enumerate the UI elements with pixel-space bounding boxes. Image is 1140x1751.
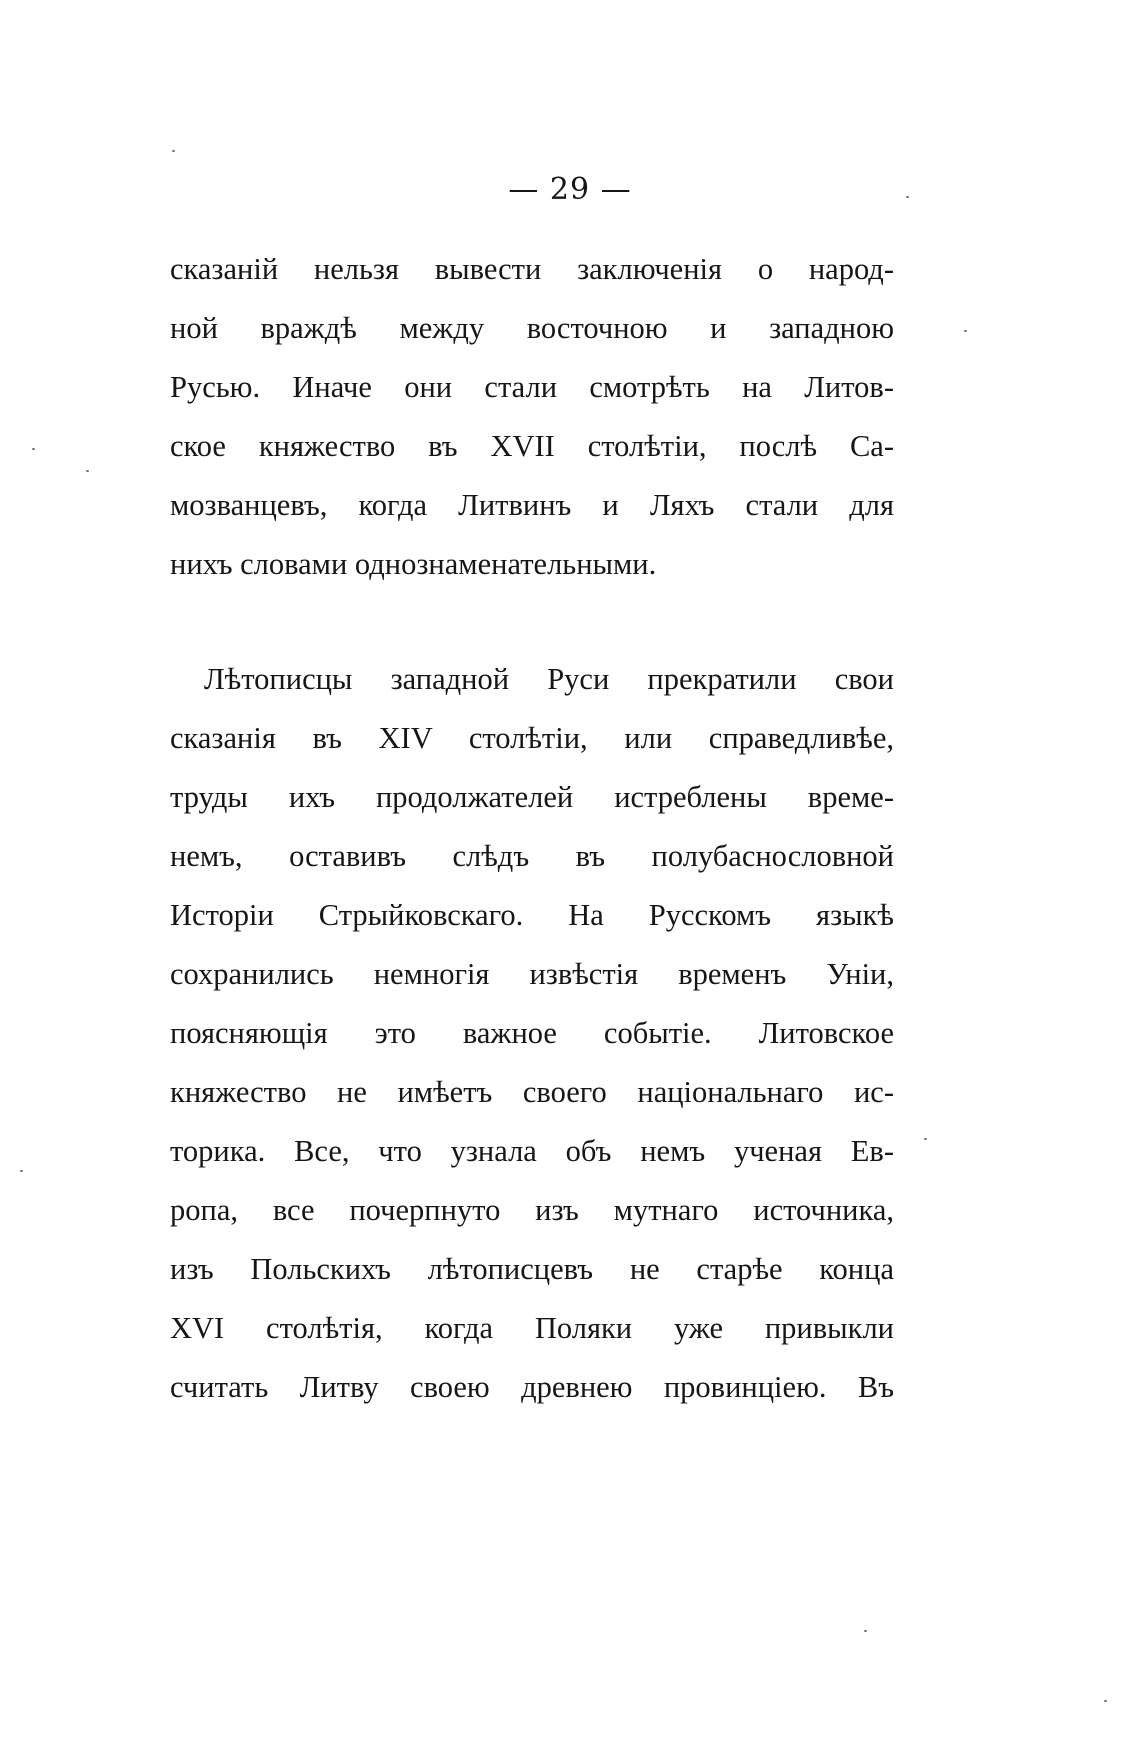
text-line: нихъ словами однознаменательными.: [170, 547, 657, 581]
page-number: — 29 —: [508, 172, 632, 207]
text-line: торика. Все, что узнала объ немъ ученая Ев-: [170, 1134, 894, 1168]
text-line: княжество не имѣетъ своего національнаго ис-: [170, 1075, 894, 1109]
text-line: ной враждѣ между восточною и западною: [170, 311, 894, 345]
paper-speck: [864, 1630, 867, 1632]
paper-speck: [32, 448, 35, 450]
paper-speck: [964, 330, 967, 332]
text-line: считать Литву своею древнею провинціею. Въ: [170, 1370, 894, 1404]
text-line: сохранились немногія извѣстія временъ Уніи,: [170, 957, 894, 991]
paper-speck: [86, 470, 89, 472]
text-line: Исторіи Стрыйковскаго. На Русскомъ языкѣ: [170, 898, 894, 932]
paper-speck: [20, 1170, 23, 1172]
text-line: Лѣтописцы западной Руси прекратили свои: [204, 662, 894, 696]
text-line: ропа, все почерпнуто изъ мутнаго источника,: [170, 1193, 894, 1227]
text-line: труды ихъ продолжателей истреблены време-: [170, 780, 894, 814]
text-line: XVI столѣтія, когда Поляки уже привыкли: [170, 1311, 894, 1345]
text-line: ское княжество въ XVII столѣтіи, послѣ Са-: [170, 429, 894, 463]
paper-speck: [924, 1138, 927, 1140]
text-line: немъ, оставивъ слѣдъ въ полубаснословной: [170, 839, 894, 873]
text-line: Русью. Иначе они стали смотрѣть на Литов-: [170, 370, 894, 404]
paper-speck: [906, 196, 909, 198]
text-line: мозванцевъ, когда Литвинъ и Ляхъ стали для: [170, 488, 894, 522]
paragraph-2: [170, 650, 894, 1417]
text-line: изъ Польскихъ лѣтописцевъ не старѣе конца: [170, 1252, 894, 1286]
paper-speck: [172, 150, 175, 152]
text-line: сказаній нельзя вывести заключенія о народ-: [170, 252, 894, 286]
paragraph-1: [170, 240, 894, 594]
text-line: поясняющія это важное событіе. Литовское: [170, 1016, 894, 1050]
paper-speck: [1104, 1700, 1107, 1702]
text-line: сказанія въ XIV столѣтіи, или справедливѣе,: [170, 721, 894, 755]
